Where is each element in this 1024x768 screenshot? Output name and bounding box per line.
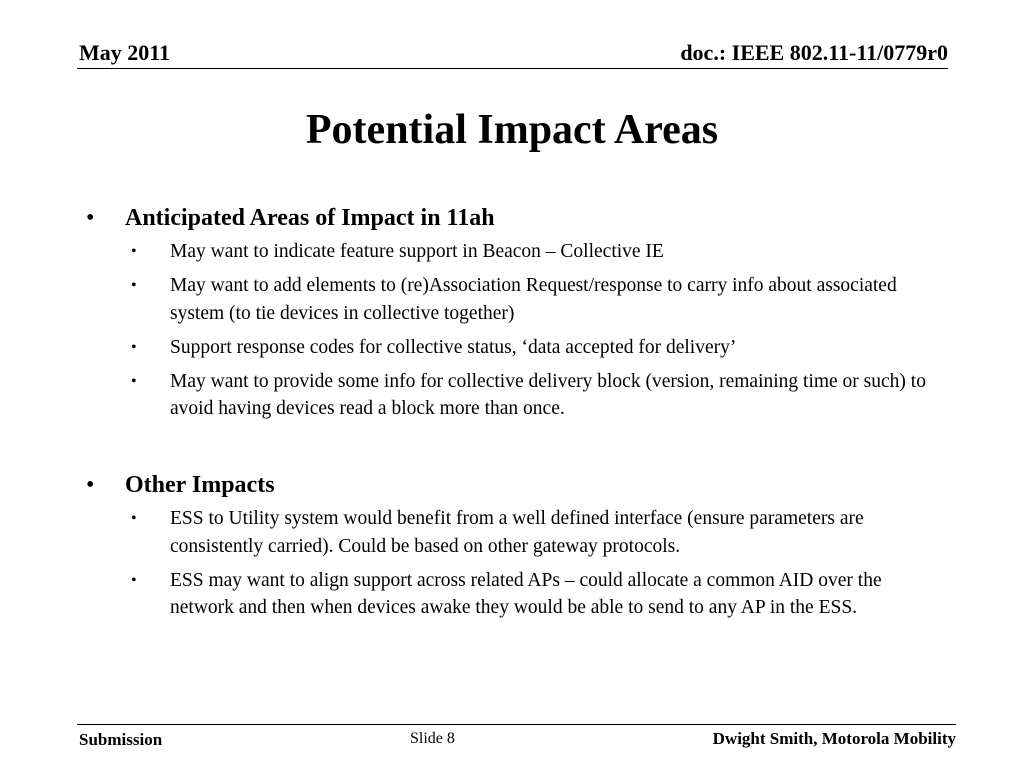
- section-heading: [84, 470, 944, 500]
- section-anticipated-areas: [84, 203, 944, 423]
- list-item: [84, 272, 944, 327]
- list-item-text: ESS may want to align support across related APs – could allocate a common AID over the network and then when devices awake they would be able to send to any AP in the ESS.: [170, 569, 882, 618]
- slide-title: Potential Impact Areas: [305, 107, 719, 153]
- footer-slide-number: Slide 8: [410, 730, 455, 747]
- footer-author: Dwight Smith, Motorola Mobility: [712, 729, 956, 748]
- list-item: [84, 334, 944, 362]
- section-heading-text: Other Impacts: [125, 472, 275, 498]
- header-divider: [77, 68, 948, 69]
- bullet-icon: •: [131, 277, 137, 294]
- bullet-icon: •: [131, 571, 137, 589]
- section-heading-text: Anticipated Areas of Impact in 11ah: [125, 205, 495, 231]
- list-item: [84, 567, 944, 622]
- bullet-icon: •: [131, 243, 137, 260]
- section-other-impacts: [84, 470, 944, 622]
- list-item-text: May want to add elements to (re)Association Request/response to carry info about associated system (to tie devices in collective together): [170, 275, 897, 324]
- section-heading: [84, 203, 944, 233]
- bullet-icon: •: [131, 510, 137, 527]
- footer-divider: [77, 724, 956, 725]
- header-doc-id: doc.: IEEE 802.11-11/0779r0: [680, 40, 948, 65]
- footer-submission: Submission: [79, 730, 163, 749]
- list-item: [84, 238, 944, 266]
- list-item-text: May want to provide some info for collective delivery block (version, remaining time or such) to avoid having devices read a block more than once.: [170, 370, 926, 419]
- header-date: May 2011: [79, 40, 171, 65]
- list-item: [84, 505, 944, 560]
- bullet-icon: •: [131, 338, 137, 356]
- list-item: [84, 368, 944, 423]
- list-item-text: Support response codes for collective status, ‘data accepted for delivery’: [170, 336, 737, 358]
- bullet-icon: •: [86, 205, 95, 231]
- list-item-text: May want to indicate feature support in Beacon – Collective IE: [170, 241, 664, 262]
- list-item-text: ESS to Utility system would benefit from a well defined interface (ensure parameters are consistently carried). Could be based on other gateway protocols.: [170, 508, 864, 557]
- bullet-icon: •: [131, 372, 137, 390]
- bullet-icon: •: [86, 472, 95, 498]
